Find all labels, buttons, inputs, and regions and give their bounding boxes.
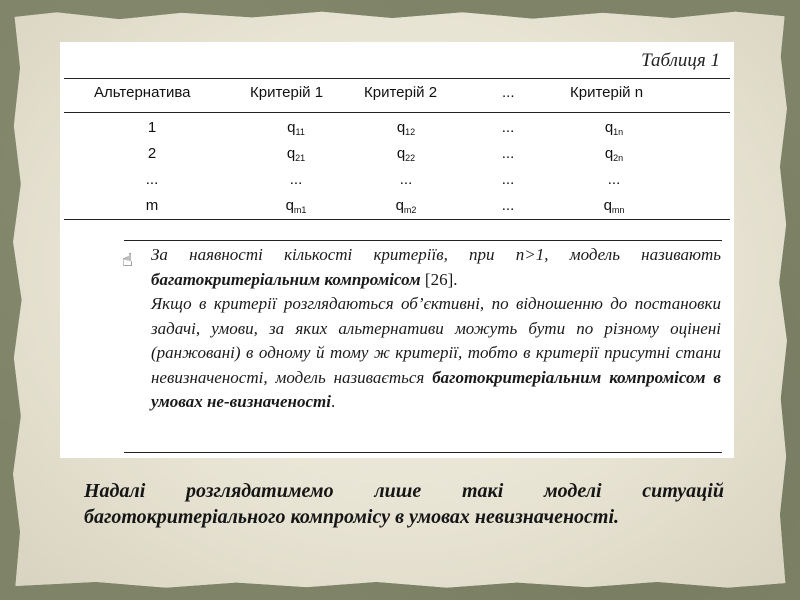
note-paragraph-1 [151,243,721,292]
header-criterion-n: Критерій n [570,84,644,101]
cell-base: q [396,119,406,136]
table-cell [366,144,446,170]
table-column-criterion-n [574,118,654,222]
note-p2-run: в умовах не-визначеності [151,367,721,411]
table-column-criterion-1 [256,118,336,222]
cell-base: q [396,145,406,162]
cell-base: q [604,145,614,162]
slide-conclusion-text: Надалі розглядатимемо лише такі моделі ситуацій баготокритеріального компромісу в умовах невизначеності. [84,480,724,528]
cell-subscript: 12 [405,127,416,137]
header-ellipsis: ... [502,84,515,101]
note-p1-reference: [26]. [420,269,458,289]
cell-base: ... [289,171,303,188]
note-bottom-rule [124,452,722,453]
table-cell [468,118,548,144]
table-cell [366,196,446,222]
cell-subscript: 11 [295,127,305,137]
table-column-alternatives [112,118,192,222]
note-p2-run: баготокритеріальним компромісом [432,367,714,387]
table-cell [256,196,336,222]
cell-base: m [145,197,159,214]
cell-base: ... [501,171,515,188]
table-cell [256,170,336,196]
cell-base: q [285,197,294,214]
note-p1-text: За наявності кількості критеріїв, при n>1, модель називають [151,245,721,264]
table-cell [574,170,654,196]
table-cell [112,170,192,196]
cell-base: q [604,119,614,136]
table-cell [468,144,548,170]
note-top-rule [124,240,722,241]
table-cell [366,170,446,196]
cell-base: q [603,197,612,214]
cell-base: 2 [147,145,157,162]
cell-base: ... [501,145,515,162]
table-slide-image [60,42,734,458]
note-p1-term: багатокритеріальним компромісом [151,269,421,289]
note-text [151,243,721,415]
table-column-criterion-2 [366,118,446,222]
cell-subscript: 1n [613,127,624,137]
table-column-ellipsis [468,118,548,222]
cell-base: q [395,197,404,214]
header-criterion-1: Критерій 1 [250,84,324,101]
cell-base: ... [501,197,515,214]
table-cell [574,144,654,170]
table-cell [468,196,548,222]
cell-subscript: 2n [613,153,624,163]
note-p2-run: Якщо в критерії розглядаються об’єктивні, по відношенню до постановки задачі, умови, за яких альтернативи можуть бути по різному оцінені (ранжовані) в одному й тому ж критерії, тобто в критерії присутні стани невизначеності, модель називається [151,294,721,387]
cell-base: q [286,145,296,162]
cell-subscript: 21 [295,153,306,163]
cell-base: ... [399,171,413,188]
note-paragraph-2 [151,292,721,415]
table-caption: Таблиця 1 [641,50,720,71]
table-cell [574,196,654,222]
cell-base: 1 [147,119,157,136]
pointing-hand-icon: ☝ [122,250,133,271]
table-cell [256,144,336,170]
header-criterion-2: Критерій 2 [364,84,438,101]
note-p2-run: . [330,392,336,411]
table-cell [366,118,446,144]
table-cell [112,144,192,170]
cell-base: q [287,119,296,136]
table-cell [468,170,548,196]
cell-subscript: m2 [403,205,417,215]
cell-base: ... [145,171,159,188]
cell-subscript: mn [611,205,625,215]
table-top-rule [64,78,730,79]
cell-subscript: 22 [405,153,416,163]
cell-base: ... [607,171,621,188]
cell-base: ... [501,119,515,136]
table-cell [112,118,192,144]
table-cell [256,118,336,144]
header-alternative: Альтернатива [94,84,191,101]
cell-subscript: m1 [293,205,307,215]
table-cell [112,196,192,222]
table-cell [574,118,654,144]
table-header-rule [64,112,730,113]
